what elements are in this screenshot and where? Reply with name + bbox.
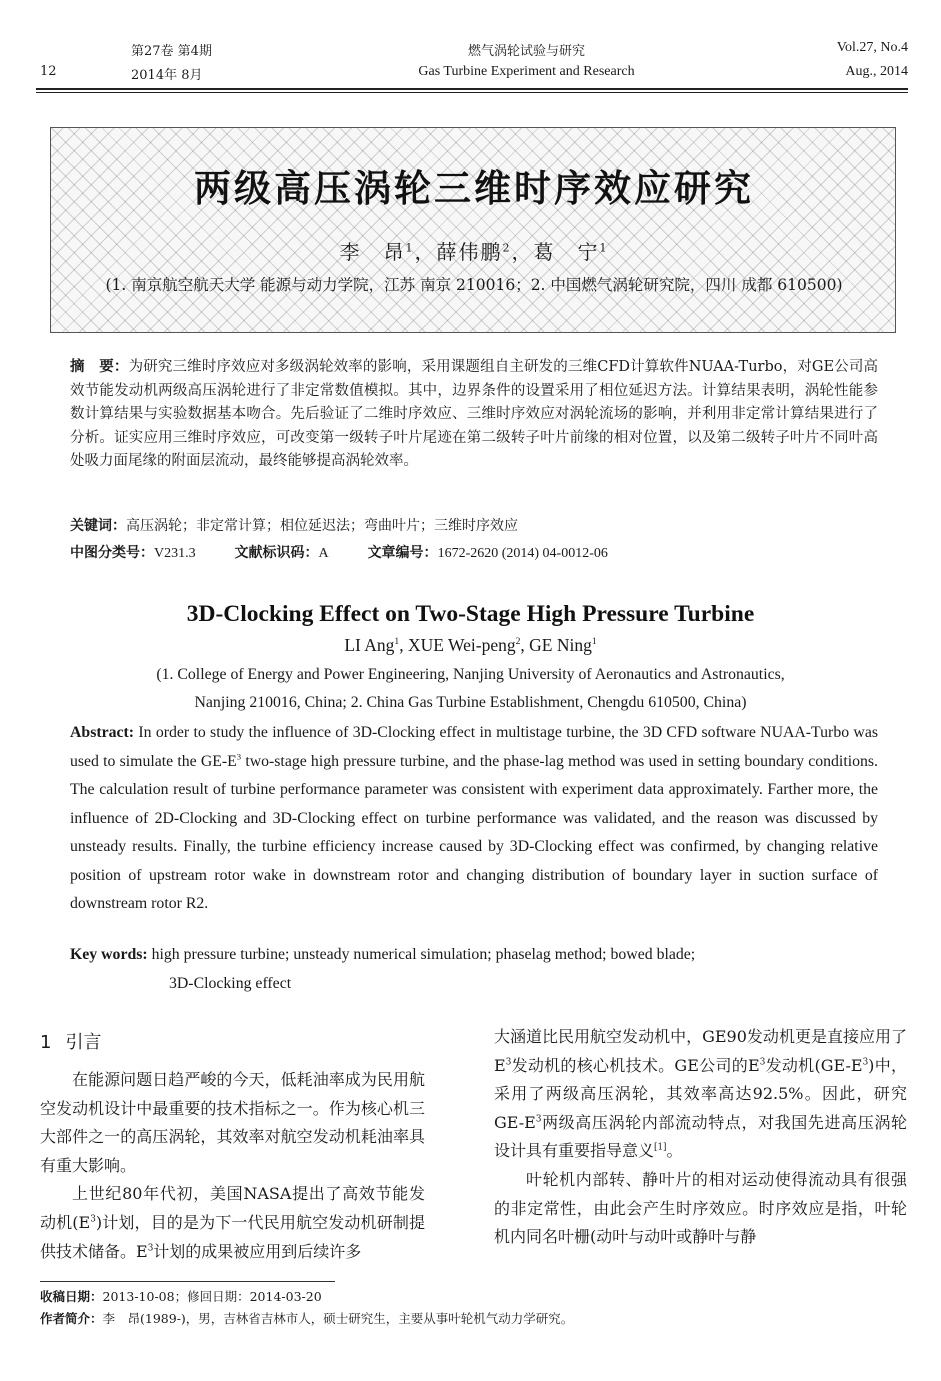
author-en-2: XUE Wei-peng$^2$, xyxy=(407,635,530,655)
issue-date-cn: 2014年 8月 xyxy=(131,68,203,83)
affiliation-en-line1: (1. College of Energy and Power Engineering, Nanjing University of Aeronautics and Astronautics, xyxy=(156,666,785,683)
doc-code-value: A xyxy=(318,546,329,561)
section-heading xyxy=(40,1028,101,1054)
author-en-3: GE Ning$^1$ xyxy=(529,635,597,655)
clc-label: 中图分类号： xyxy=(70,545,154,561)
abstract-cn-label: 摘 要： xyxy=(70,359,129,375)
article-number-label: 文章编号： xyxy=(367,545,438,561)
volume-issue-en: Vol.27, No.4 xyxy=(836,40,908,55)
footnote-author: 作者简介：李 昂(1989-)，男，吉林省吉林市人，硕士研究生，主要从事叶轮机气动力学研究。 xyxy=(40,1311,574,1326)
keywords-en-label: Key words: xyxy=(70,946,148,963)
keywords-cn-label: 关键词： xyxy=(70,518,126,534)
doc-code-label: 文献标识码： xyxy=(234,545,319,561)
intro-paragraph-4: 叶轮机内部转、静叶片的相对运动使得流动具有很强的非定常性，由此会产生时序效应。时序效应是指，叶轮机内同名叶栅(动叶与动叶或静叶与静 xyxy=(494,1169,907,1247)
intro-paragraph-3: 大涵道比民用航空发动机中，GE90发动机更是直接应用了$E^3$发动机的核心机技术。GE公司的$E^3$发动机$(GE-E^3)$中，采用了两级高压涡轮，其效率高达92.5%。因此，研究$GE-E^3$两级高压涡轮内部流动特点，对我国先进高压涡轮设计具有重要指导意义[1]。 xyxy=(494,1027,907,1161)
title-banner xyxy=(50,127,896,333)
journal-name-cn: 燃气涡轮试验与研究 xyxy=(467,44,585,59)
authors-cn xyxy=(51,236,897,265)
right-column xyxy=(494,1023,907,1252)
keywords-en xyxy=(70,946,695,964)
author-cn-3: 葛 宁$^1$ xyxy=(533,240,609,264)
intro-paragraph-2: 上世纪80年代初，美国NASA提出了高效节能发动机$(E^3)$计划，目的是为下一代民用航空发动机研制提供技术储备。$E^3$计划的成果被应用到后续许多 xyxy=(40,1184,425,1261)
page-number: 12 xyxy=(40,64,57,79)
title-en: 3D-Clocking Effect on Two-Stage High Pressure Turbine xyxy=(186,601,755,627)
footnote-rule xyxy=(40,1281,335,1282)
authors-en xyxy=(0,635,941,656)
section-number: 1 xyxy=(40,1032,52,1053)
classification-line xyxy=(70,542,608,562)
author-cn-2: 薛伟鹏$^2$， xyxy=(436,240,534,264)
abstract-en-text-b: two-stage high pressure turbine, and the phase-lag method was used in setting boundary conditions. The calculation result of turbine performance parameter was consistent with experiment data approximately. Farther more, the influence of 2D-Clocking and 3D-Clocking effect on turbine performance was validated, and the reason was discussed by unsteady results. Finally, the turbine efficiency increase caused by 3D-Clocking effect was confirmed, by changing relative position of upstream rotor wake in downstream rotor and changing distribution of boundary layer in suction surface of downstream rotor R2. xyxy=(70,752,878,912)
abstract-cn xyxy=(70,356,878,474)
keywords-en-line1: high pressure turbine; unsteady numerical simulation; phaselag method; bowed blade; xyxy=(147,946,696,963)
title-cn: 两级高压涡轮三维时序效应研究 xyxy=(194,167,754,210)
journal-name-en: Gas Turbine Experiment and Research xyxy=(418,64,635,79)
header-rule-thin xyxy=(36,92,908,93)
issue-date-en: Aug., 2014 xyxy=(845,64,908,79)
abstract-en-sup: 3 xyxy=(236,751,242,762)
left-column xyxy=(40,1066,425,1266)
footnote-dates: 收稿日期：2013-10-08；修回日期：2014-03-20 xyxy=(40,1289,322,1304)
clc-value: V231.3 xyxy=(154,546,196,561)
abstract-en-label: Abstract: xyxy=(70,724,135,741)
article-number-value: 1672-2620 (2014) 04-0012-06 xyxy=(437,546,608,561)
section-title: 引言 xyxy=(65,1032,102,1053)
author-cn-1: 李 昂$^1$， xyxy=(339,240,437,264)
volume-issue-cn: 第27卷 第4期 xyxy=(131,44,212,59)
abstract-en xyxy=(70,719,878,919)
header-rule xyxy=(36,88,908,90)
keywords-cn-text: 高压涡轮；非定常计算；相位延迟法；弯曲叶片；三维时序效应 xyxy=(126,518,518,534)
author-en-1: LI Ang$^1$, xyxy=(344,635,408,655)
citation-ref: [1] xyxy=(654,1143,667,1154)
abstract-cn-text: 为研究三维时序效应对多级涡轮效率的影响，采用课题组自主研发的三维CFD计算软件NUAA-Turbo，对GE公司高效节能发动机两级高压涡轮进行了非定常数值模拟。其中，边界条件的设置采用了相位延迟方法。计算结果表明，涡轮性能参数计算结果与实验数据基本吻合。先后验证了二维时序效应、三维时序效应对涡轮流场的影响，并利用非定常计算结果进行了分析。证实应用三维时序效应，可改变第一级转子叶片尾迹在第二级转子叶片前缘的相对位置，以及第二级转子叶片不同叶高处吸力面尾缘的附面层流动，最终能够提高涡轮效率。 xyxy=(70,359,879,469)
abstract-en-text-a: In order to study the influence of 3D-Clocking effect in multistage turbine, the 3D CFD software NUAA-Turbo was used to simulate the GE-E xyxy=(70,724,878,770)
intro-paragraph-1: 在能源问题日趋严峻的今天，低耗油率成为民用航空发动机设计中最重要的技术指标之一。作为核心机三大部件之一的高压涡轮，其效率对航空发动机耗油率具有重大影响。 xyxy=(40,1070,425,1175)
keywords-en-line2: 3D-Clocking effect xyxy=(169,975,292,992)
keywords-cn xyxy=(70,515,878,539)
affiliation-cn: (1. 南京航空航天大学 能源与动力学院，江苏 南京 210016；2. 中国燃气涡轮研究院，四川 成都 610500) xyxy=(105,276,843,294)
affiliation-en-line2: Nanjing 210016, China; 2. China Gas Turbine Establishment, Chengdu 610500, China) xyxy=(194,694,747,711)
